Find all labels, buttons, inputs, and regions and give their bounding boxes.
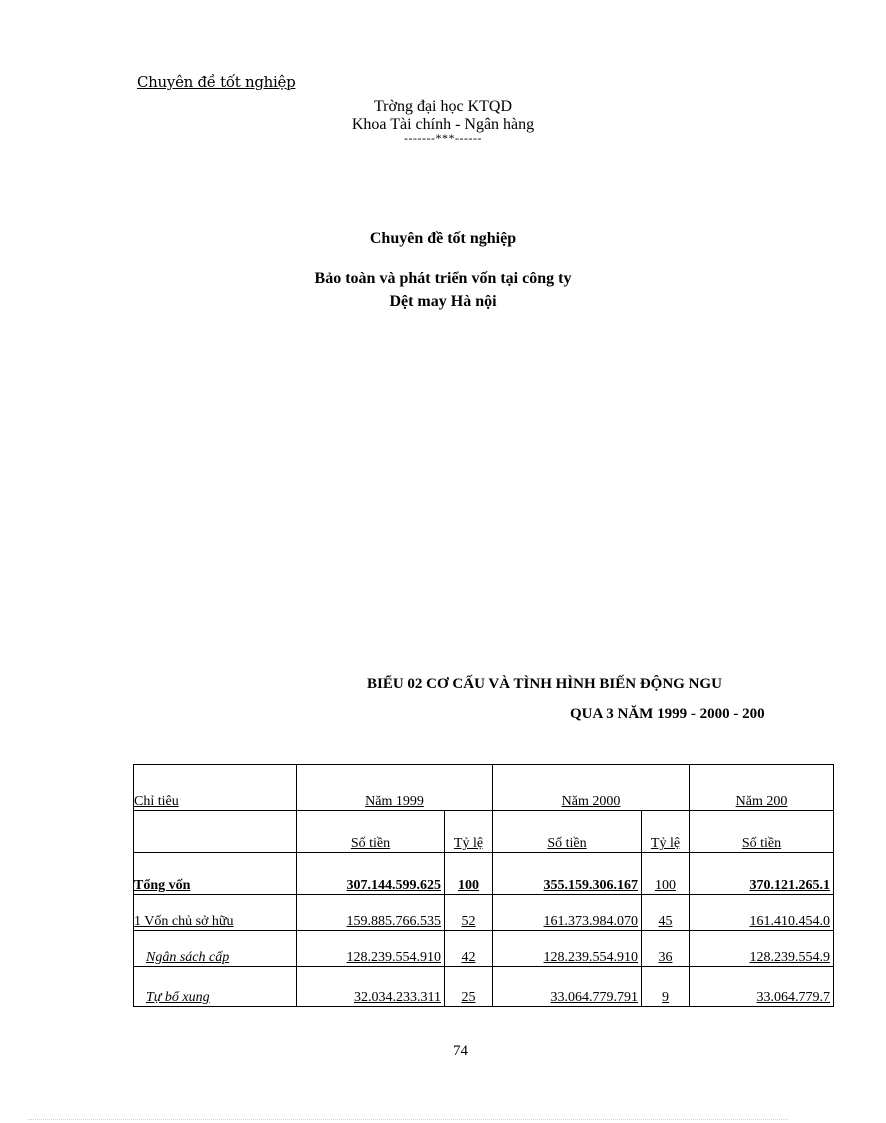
- faculty-name: Khoa Tài chính - Ngân hàng: [351, 116, 535, 133]
- cell-value: 25: [445, 967, 493, 1007]
- cell-value: 128.239.554.910: [493, 931, 642, 967]
- cell-value: 370.121.265.1: [690, 853, 834, 895]
- cell-value: 9: [642, 967, 690, 1007]
- table-row: [134, 967, 834, 1007]
- cell-value: 33.064.779.7: [690, 967, 834, 1007]
- page-number: 74: [453, 1043, 468, 1059]
- subheader-amount: Số tiền: [493, 811, 642, 853]
- running-header: Chuyên đề tốt nghiệp: [137, 73, 296, 91]
- row-label: Tổng vốn: [134, 853, 297, 895]
- document-title-line-2: Dệt may Hà nội: [389, 293, 497, 310]
- subheader-amount: Số tiền: [297, 811, 445, 853]
- table-row: [134, 895, 834, 931]
- row-label: 1 Vốn chủ sở hữu: [134, 895, 297, 931]
- page-bottom-divider: [28, 1119, 788, 1120]
- table-title-line-1: BIỂU 02 CƠ CẤU VÀ TÌNH HÌNH BIẾN ĐỘNG NGU: [367, 676, 722, 692]
- table-row: [134, 853, 834, 895]
- header-year-2001: Năm 200: [690, 765, 834, 811]
- table-row: [134, 931, 834, 967]
- cell-value: 100: [445, 853, 493, 895]
- cell-value: 52: [445, 895, 493, 931]
- cell-value: 100: [642, 853, 690, 895]
- cell-value: 32.034.233.311: [297, 967, 445, 1007]
- cell-value: 161.410.454.0: [690, 895, 834, 931]
- cell-value: 42: [445, 931, 493, 967]
- subheader-amount: Số tiền: [690, 811, 834, 853]
- row-label: Ngân sách cấp: [134, 931, 297, 967]
- cell-value: 33.064.779.791: [493, 967, 642, 1007]
- decorative-separator: -------***------: [404, 131, 482, 145]
- subheader-ratio: Tỷ lệ: [642, 811, 690, 853]
- table-subheader-row: [134, 811, 834, 853]
- subheader-ratio: Tỷ lệ: [445, 811, 493, 853]
- document-type: Chuyên đề tốt nghiệp: [369, 230, 517, 247]
- header-indicator: Chỉ tiêu: [134, 765, 297, 811]
- cell-value: 355.159.306.167: [493, 853, 642, 895]
- document-title-line-1: Bảo toàn và phát triển vốn tại công ty: [314, 270, 572, 287]
- table-header-row: [134, 765, 834, 811]
- header-year-2000: Năm 2000: [493, 765, 690, 811]
- row-label: Tự bổ xung: [134, 967, 297, 1007]
- cell-value: 159.885.766.535: [297, 895, 445, 931]
- cell-value: 128.239.554.910: [297, 931, 445, 967]
- cell-value: 45: [642, 895, 690, 931]
- table-title-line-2: QUA 3 NĂM 1999 - 2000 - 200: [570, 706, 765, 722]
- cell-value: 128.239.554.9: [690, 931, 834, 967]
- subheader-empty: [134, 811, 297, 853]
- capital-structure-table: [133, 764, 834, 1007]
- school-name: Trờng đại học KTQD: [373, 98, 513, 115]
- cell-value: 161.373.984.070: [493, 895, 642, 931]
- cell-value: 307.144.599.625: [297, 853, 445, 895]
- cell-value: 36: [642, 931, 690, 967]
- header-year-1999: Năm 1999: [297, 765, 493, 811]
